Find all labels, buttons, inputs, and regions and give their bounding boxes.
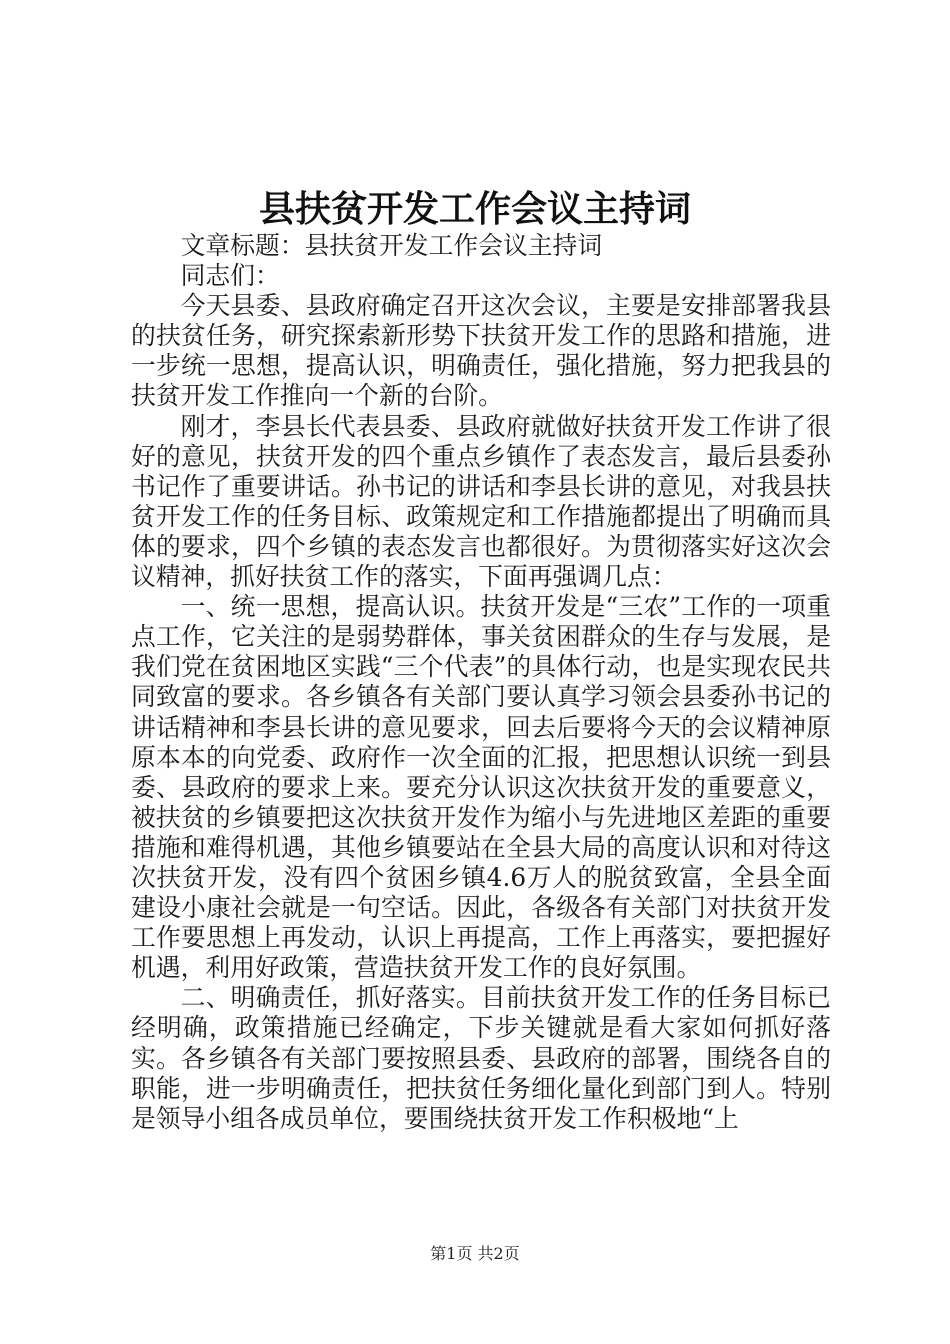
- page-footer: 第1页 共2页: [430, 1244, 520, 1263]
- salutation: 同志们：: [180, 261, 280, 291]
- paragraph-point-two: 二、明确责任，抓好落实。目前扶贫开发工作的任务目标已经明确，政策措施已经确定，下步关键就是看大家如何抓好落实。各乡镇各有关部门要按照县委、县政府的部署，围绕各自的职能，进一步明确责任，把扶贫任务细化量化到部门到人。特别是领导小组各成员单位，要围绕扶贫开发工作积极地“上: [131, 983, 831, 1133]
- article-title-line: 文章标题：县扶贫开发工作会议主持词: [180, 231, 603, 260]
- paragraph-summary: 刚才，李县长代表县委、县政府就做好扶贫开发工作讲了很好的意见，扶贫开发的四个重点乡镇作了表态发言，最后县委孙书记作了重要讲话。孙书记的讲话和李县长讲的意见，对我县扶贫开发工作的任务目标、政策规定和工作措施都提出了明确而具体的要求，四个乡镇的表态发言也都很好。为贯彻落实好这次会议精神，抓好扶贫工作的落实，下面再强调几点：: [131, 411, 831, 592]
- document-body: [131, 231, 831, 1134]
- paragraph-point-one: 一、统一思想，提高认识。扶贫开发是“三农”工作的一项重点工作，它关注的是弱势群体，事关贫困群众的生存与发展，是我们党在贫困地区实践“三个代表”的具体行动，也是实现农民共同致富的要求。各乡镇各有关部门要认真学习领会县委孙书记的讲话精神和李县长讲的意见要求，回去后要将今天的会议精神原原本本的向党委、政府作一次全面的汇报，把思想认识统一到县委、县政府的要求上来。要充分认识这次扶贫开发的重要意义，被扶贫的乡镇要把这次扶贫开发作为缩小与先进地区差距的重要措施和难得机遇，其他乡镇要站在全县大局的高度认识和对待这次扶贫开发，没有四个贫困乡镇4.6万人的脱贫致富，全县全面建设小康社会就是一句空话。因此，各级各有关部门对扶贫开发工作要思想上再发动，认识上再提高，工作上再落实，要把握好机遇，利用好政策，营造扶贫开发工作的良好氛围。: [131, 592, 831, 983]
- document-title: 县扶贫开发工作会议主持词: [258, 188, 691, 230]
- paragraph-intro: 今天县委、县政府确定召开这次会议，主要是安排部署我县的扶贫任务，研究探索新形势下扶贫开发工作的思路和措施，进一步统一思想，提高认识，明确责任，强化措施，努力把我县的扶贫开发工作推向一个新的台阶。: [131, 291, 831, 411]
